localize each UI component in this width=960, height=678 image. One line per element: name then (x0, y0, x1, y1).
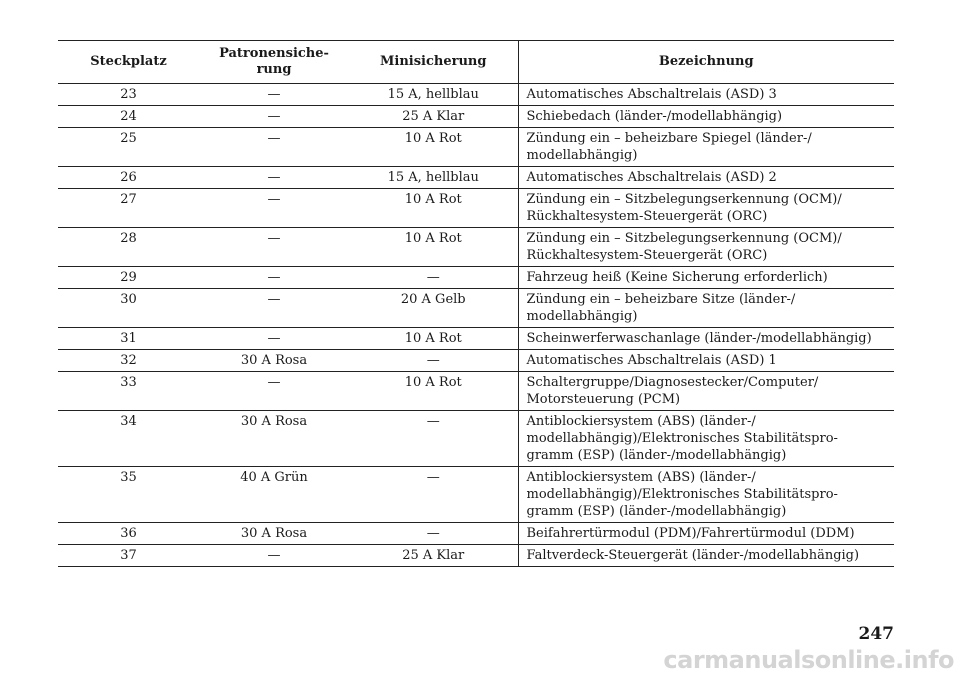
cell-bezeichnung: Automatisches Abschaltrelais (ASD) 2 (518, 167, 894, 189)
cell-minisicherung: 15 A, hellblau (349, 84, 518, 106)
fuse-table (58, 40, 894, 567)
cell-bezeichnung: Zündung ein – Sitzbelegungserkennung (OCM)/ Rückhaltesystem-Steuergerät (ORC) (518, 189, 894, 228)
cell-patronensicherung: — (199, 267, 349, 289)
cell-patronensicherung: 30 A Rosa (199, 350, 349, 372)
cell-bezeichnung: Automatisches Abschaltrelais (ASD) 1 (518, 350, 894, 372)
cell-steckplatz: 29 (58, 267, 199, 289)
cell-steckplatz: 35 (58, 467, 199, 523)
header-patronensicherung-text: Patronensiche- rung (219, 46, 329, 77)
cell-patronensicherung: 40 A Grün (199, 467, 349, 523)
header-bezeichnung: Bezeichnung (518, 41, 894, 84)
watermark: carmanualsonline.info (663, 646, 954, 674)
table-row (58, 228, 894, 267)
table-row (58, 167, 894, 189)
cell-patronensicherung: — (199, 84, 349, 106)
cell-bezeichnung: Schaltergruppe/Diagnosestecker/Computer/ Motorsteuerung (PCM) (518, 372, 894, 411)
table-row (58, 328, 894, 350)
cell-patronensicherung: — (199, 372, 349, 411)
cell-bezeichnung: Faltverdeck-Steuergerät (länder-/modellabhängig) (518, 545, 894, 567)
table-row (58, 523, 894, 545)
cell-steckplatz: 23 (58, 84, 199, 106)
cell-steckplatz: 26 (58, 167, 199, 189)
cell-minisicherung: — (349, 350, 518, 372)
table-row (58, 84, 894, 106)
table-body (58, 84, 894, 567)
cell-steckplatz: 31 (58, 328, 199, 350)
header-patronensicherung (199, 41, 349, 84)
table-row (58, 545, 894, 567)
cell-patronensicherung: 30 A Rosa (199, 411, 349, 467)
cell-minisicherung: 10 A Rot (349, 372, 518, 411)
cell-patronensicherung: — (199, 106, 349, 128)
cell-minisicherung: 10 A Rot (349, 128, 518, 167)
cell-minisicherung: — (349, 411, 518, 467)
cell-bezeichnung: Zündung ein – Sitzbelegungserkennung (OCM)/ Rückhaltesystem-Steuergerät (ORC) (518, 228, 894, 267)
cell-bezeichnung: Scheinwerferwaschanlage (länder-/modellabhängig) (518, 328, 894, 350)
cell-patronensicherung: 30 A Rosa (199, 523, 349, 545)
cell-minisicherung: — (349, 467, 518, 523)
cell-minisicherung: — (349, 523, 518, 545)
table-row (58, 267, 894, 289)
cell-minisicherung: 10 A Rot (349, 228, 518, 267)
table-row (58, 128, 894, 167)
table-row (58, 350, 894, 372)
cell-minisicherung: 10 A Rot (349, 328, 518, 350)
table-row (58, 106, 894, 128)
cell-patronensicherung: — (199, 128, 349, 167)
cell-minisicherung: 25 A Klar (349, 545, 518, 567)
header-steckplatz: Steckplatz (58, 41, 199, 84)
cell-patronensicherung: — (199, 328, 349, 350)
cell-patronensicherung: — (199, 167, 349, 189)
cell-bezeichnung: Beifahrertürmodul (PDM)/Fahrertürmodul (DDM) (518, 523, 894, 545)
cell-steckplatz: 33 (58, 372, 199, 411)
cell-steckplatz: 34 (58, 411, 199, 467)
cell-minisicherung: 10 A Rot (349, 189, 518, 228)
cell-steckplatz: 28 (58, 228, 199, 267)
cell-bezeichnung: Automatisches Abschaltrelais (ASD) 3 (518, 84, 894, 106)
table-row (58, 372, 894, 411)
cell-minisicherung: — (349, 267, 518, 289)
table-row (58, 467, 894, 523)
cell-minisicherung: 25 A Klar (349, 106, 518, 128)
cell-steckplatz: 30 (58, 289, 199, 328)
header-minisicherung: Minisicherung (349, 41, 518, 84)
cell-patronensicherung: — (199, 189, 349, 228)
cell-bezeichnung: Zündung ein – beheizbare Sitze (länder-/ modellabhängig) (518, 289, 894, 328)
cell-patronensicherung: — (199, 545, 349, 567)
cell-bezeichnung: Zündung ein – beheizbare Spiegel (länder-/ modellabhängig) (518, 128, 894, 167)
cell-bezeichnung: Schiebedach (länder-/modellabhängig) (518, 106, 894, 128)
table-row (58, 189, 894, 228)
cell-steckplatz: 25 (58, 128, 199, 167)
cell-minisicherung: 15 A, hellblau (349, 167, 518, 189)
cell-steckplatz: 27 (58, 189, 199, 228)
cell-steckplatz: 37 (58, 545, 199, 567)
cell-patronensicherung: — (199, 289, 349, 328)
cell-steckplatz: 32 (58, 350, 199, 372)
page-number: 247 (858, 624, 894, 644)
table-header-row (58, 41, 894, 84)
cell-steckplatz: 24 (58, 106, 199, 128)
cell-bezeichnung: Antiblockiersystem (ABS) (länder-/ modellabhängig)/Elektronisches Stabilitätspro- gramm (ESP) (länder-/modellabhängig) (518, 411, 894, 467)
cell-bezeichnung: Fahrzeug heiß (Keine Sicherung erforderlich) (518, 267, 894, 289)
cell-patronensicherung: — (199, 228, 349, 267)
table-row (58, 289, 894, 328)
cell-minisicherung: 20 A Gelb (349, 289, 518, 328)
cell-steckplatz: 36 (58, 523, 199, 545)
cell-bezeichnung: Antiblockiersystem (ABS) (länder-/ modellabhängig)/Elektronisches Stabilitätspro- gramm (ESP) (länder-/modellabhängig) (518, 467, 894, 523)
table-row (58, 411, 894, 467)
